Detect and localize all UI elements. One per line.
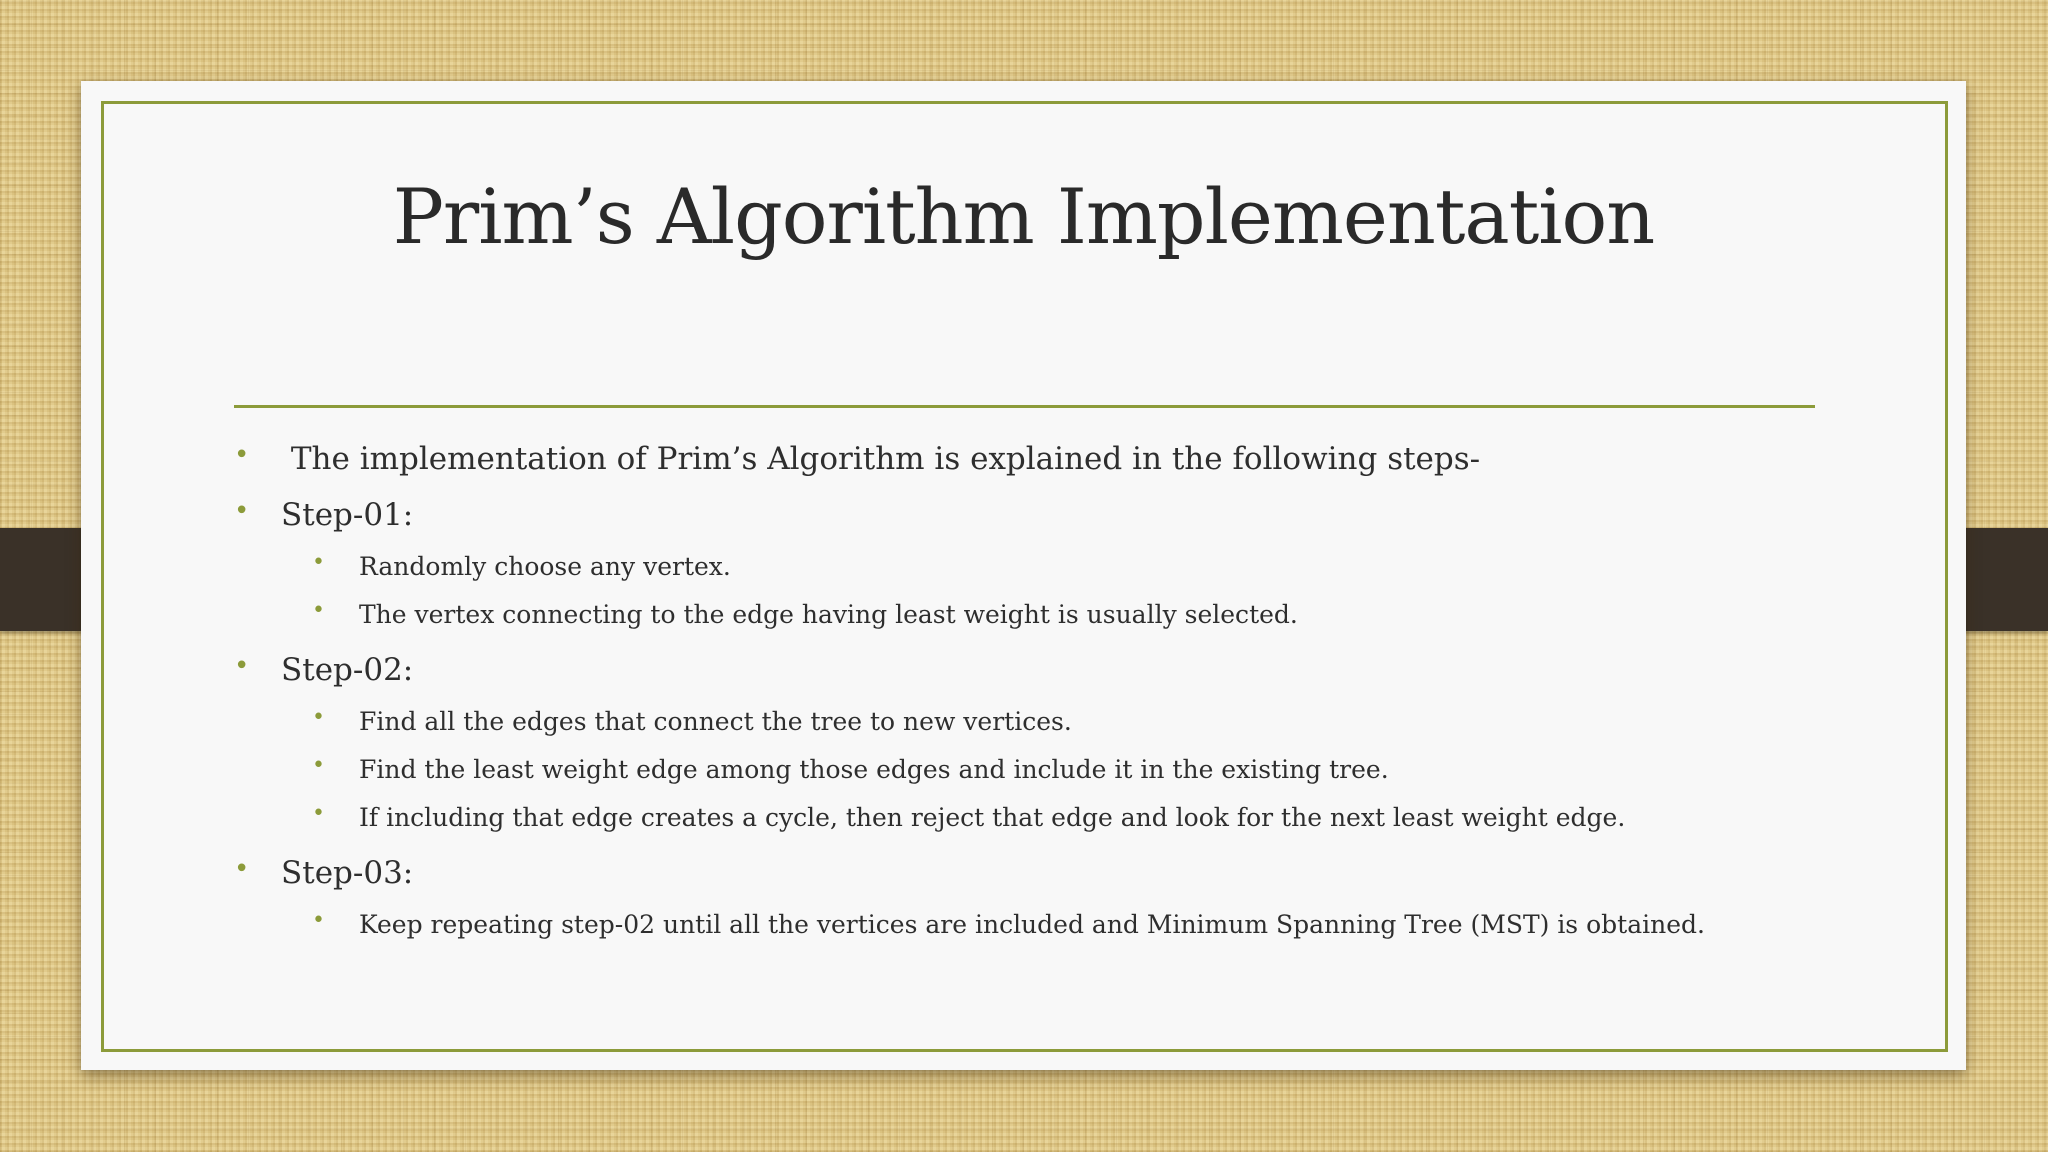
list-item (234, 845, 1834, 901)
slide (81, 81, 1966, 1070)
list-item-text: Step-03: (281, 855, 414, 891)
bullet-icon: • (312, 705, 325, 730)
bullet-icon: • (312, 550, 325, 575)
bullet-icon: • (312, 753, 325, 778)
list-item-text: Step-01: (281, 497, 414, 533)
list-item (234, 642, 1834, 698)
bullet-icon: • (234, 440, 250, 470)
list-item-text: Find the least weight edge among those edges and include it in the existing tree. (359, 755, 1389, 784)
list-item-text: Randomly choose any vertex. (359, 552, 731, 581)
list-item (234, 746, 1834, 794)
list-item-text: If including that edge creates a cycle, then reject that edge and look for the next least weight edge. (359, 803, 1626, 832)
bullet-icon: • (234, 854, 250, 884)
list-item (234, 543, 1834, 591)
list-item (234, 591, 1834, 639)
title-divider (234, 405, 1815, 408)
list-item-text: The vertex connecting to the edge having least weight is usually selected. (359, 600, 1298, 629)
list-item (234, 431, 1834, 487)
list-item-text: Step-02: (281, 652, 414, 688)
list-item-text: The implementation of Prim’s Algorithm is explained in the following steps- (281, 441, 1481, 477)
list-item-text: Keep repeating step-02 until all the vertices are included and Minimum Spanning Tree (MST) is obtained. (359, 910, 1705, 939)
bullet-icon: • (312, 908, 325, 933)
bullet-icon: • (234, 496, 250, 526)
list-item (234, 698, 1834, 746)
bullet-icon: • (312, 801, 325, 826)
list-item (234, 487, 1834, 543)
list-item (234, 794, 1834, 842)
bullet-icon: • (312, 598, 325, 623)
list-item-text: Find all the edges that connect the tree to new vertices. (359, 707, 1072, 736)
slide-title: Prim’s Algorithm Implementation (392, 172, 1655, 261)
bullet-list (234, 431, 1834, 949)
list-item (234, 901, 1834, 949)
bullet-icon: • (234, 651, 250, 681)
